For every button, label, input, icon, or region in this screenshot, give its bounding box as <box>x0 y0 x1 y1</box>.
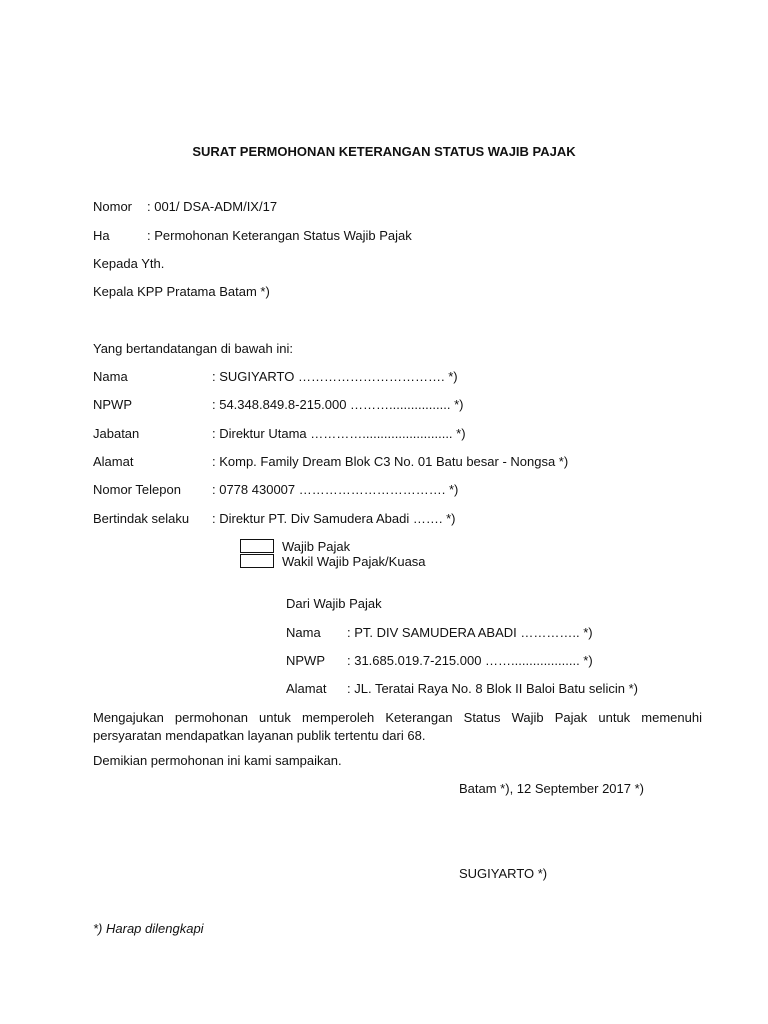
signer-address-label: Alamat <box>93 454 134 469</box>
nomor-value: : 001/ DSA-ADM/IX/17 <box>147 199 278 214</box>
intro-text: Yang bertandatangan di bawah ini: <box>93 341 293 356</box>
signature-name: SUGIYARTO *) <box>459 866 548 881</box>
wakil-wajib-pajak-checkbox[interactable] <box>240 554 274 568</box>
taxpayer-name-value: : PT. DIV SAMUDERA ABADI ………….. *) <box>347 625 593 640</box>
taxpayer-npwp-value: : 31.685.019.7-215.000 ……................... *) <box>347 653 593 668</box>
wajib-pajak-option-label: Wajib Pajak <box>282 539 351 554</box>
signer-name-value: : SUGIYARTO ……………………………. *) <box>212 369 458 384</box>
taxpayer-name-label: Nama <box>286 625 321 640</box>
signer-phone-label: Nomor Telepon <box>93 482 181 497</box>
signer-name-label: Nama <box>93 369 128 384</box>
letter-title: SURAT PERMOHONAN KETERANGAN STATUS WAJIB PAJAK <box>192 144 576 159</box>
signer-phone-value: : 0778 430007 ……………………………. *) <box>212 482 459 497</box>
signer-npwp-value: : 54.348.849.8-215.000 ………................. *) <box>212 397 464 412</box>
taxpayer-address-value: : JL. Teratai Raya No. 8 Blok II Baloi Batu selicin *) <box>347 681 638 696</box>
signer-position-label: Jabatan <box>93 426 140 441</box>
hal-label: Ha <box>93 228 110 243</box>
closing-text: Demikian permohonan ini kami sampaikan. <box>93 753 342 768</box>
signer-address-value: : Komp. Family Dream Blok C3 No. 01 Batu besar - Nongsa *) <box>212 454 569 469</box>
signer-position-value: : Direktur Utama …………......................... *) <box>212 426 466 441</box>
signer-role-value: : Direktur PT. Div Samudera Abadi ……. *) <box>212 511 456 526</box>
request-paragraph: Mengajukan permohonan untuk memperoleh Keterangan Status Wajib Pajak untuk memenuhi persyaratan mendapatkan layanan publik tertentu dari 68. <box>93 710 702 743</box>
recipient-name: Kepala KPP Pratama Batam *) <box>93 284 270 299</box>
nomor-label: Nomor <box>93 199 133 214</box>
signer-role-label: Bertindak selaku <box>93 511 190 526</box>
footnote: *) Harap dilengkapi <box>93 921 204 936</box>
taxpayer-npwp-label: NPWP <box>286 653 325 668</box>
taxpayer-address-label: Alamat <box>286 681 327 696</box>
place-date: Batam *), 12 September 2017 *) <box>459 781 644 796</box>
recipient-salutation: Kepada Yth. <box>93 256 165 271</box>
wakil-wajib-pajak-option-label: Wakil Wajib Pajak/Kuasa <box>282 554 426 569</box>
wajib-pajak-checkbox[interactable] <box>240 539 274 553</box>
hal-value: : Permohonan Keterangan Status Wajib Pajak <box>147 228 412 243</box>
taxpayer-heading: Dari Wajib Pajak <box>286 596 382 611</box>
signer-npwp-label: NPWP <box>93 397 132 412</box>
